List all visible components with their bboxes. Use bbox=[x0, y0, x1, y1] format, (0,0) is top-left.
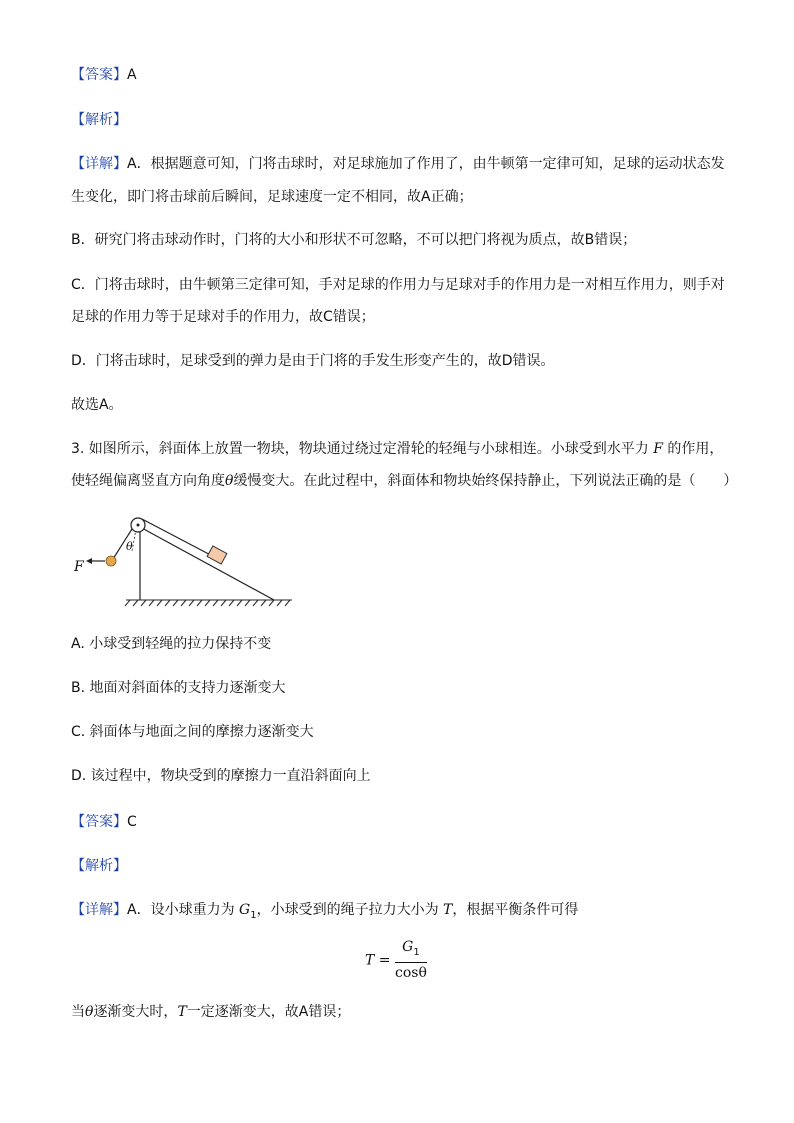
answer-line-q3 bbox=[71, 812, 137, 832]
concl-text-1: 当 bbox=[71, 1004, 85, 1020]
stem-text-2a: 使轻绳偏离竖直方向角度 bbox=[71, 473, 225, 489]
concl-text-2: 逐渐变大时， bbox=[93, 1004, 178, 1020]
formula-num-subscript: 1 bbox=[413, 946, 420, 958]
answer-value-q3: C bbox=[127, 814, 137, 830]
block-icon bbox=[207, 546, 227, 564]
formula-lhs: T bbox=[365, 952, 375, 969]
stem-text-1a: 3. 如图所示，斜面体上放置一物块，物块通过绕过定滑轮的轻绳与小球相连。小球受到水平力 bbox=[71, 441, 654, 457]
tension-formula bbox=[365, 938, 427, 983]
analysis-tag-q3: 【解析】 bbox=[71, 858, 127, 874]
formula-denominator: cosθ bbox=[394, 964, 427, 981]
force-label: F bbox=[74, 559, 84, 575]
pulley-axle bbox=[137, 524, 140, 527]
stem-force-symbol: F bbox=[653, 441, 663, 457]
concl-text-3: 一定逐渐变大，故A错误； bbox=[186, 1004, 351, 1020]
detail-q3-text1: A．设小球重力为 bbox=[127, 902, 240, 918]
detail-c-line2: 足球的作用力等于足球对手的作用力，故C错误； bbox=[71, 309, 375, 325]
detail-q3-text3: ，根据平衡条件可得 bbox=[452, 902, 579, 918]
answer-line bbox=[71, 65, 137, 85]
stem-text-2b: 缓慢变大。在此过程中，斜面体和物块始终保持静止，下列说法正确的是（ ） bbox=[233, 473, 738, 489]
stem-theta-symbol: θ bbox=[225, 473, 234, 489]
ground-hatching bbox=[125, 600, 292, 606]
answer-tag: 【答案】 bbox=[71, 67, 127, 83]
formula-numerator bbox=[395, 938, 427, 963]
weight-symbol: G bbox=[239, 902, 251, 918]
answer-tag-q3: 【答案】 bbox=[71, 814, 127, 830]
weight-subscript: 1 bbox=[250, 909, 257, 921]
formula-num-symbol: G bbox=[402, 939, 414, 955]
formula-fraction bbox=[395, 938, 427, 983]
detail-b-line: B．研究门将击球动作时，门将的大小和形状不可忽略，不可以把门将视为质点，故B错误； bbox=[71, 232, 637, 248]
option-c: C. 斜面体与地面之间的摩擦力逐渐变大 bbox=[71, 724, 314, 740]
ball-icon bbox=[106, 556, 116, 566]
detail-a-line2: 生变化，即门将击球前后瞬间，足球速度一定不相同，故A正确； bbox=[71, 189, 473, 205]
formula-equals: = bbox=[374, 952, 395, 969]
detail-a-line1 bbox=[71, 154, 725, 174]
conclusion-line-q3 bbox=[71, 1002, 350, 1022]
incline-pulley-diagram bbox=[70, 512, 300, 612]
question-stem-line2 bbox=[71, 471, 737, 491]
analysis-tag: 【解析】 bbox=[71, 112, 127, 128]
tension-symbol: T bbox=[443, 902, 453, 918]
option-d: D. 该过程中，物块受到的摩擦力一直沿斜面向上 bbox=[71, 768, 371, 784]
analysis-line-q3 bbox=[71, 856, 127, 876]
answer-value: A bbox=[127, 67, 137, 83]
incline-body bbox=[140, 527, 274, 600]
detail-tag: 【详解】 bbox=[71, 156, 127, 172]
option-b: B. 地面对斜面体的支持力逐渐变大 bbox=[71, 680, 286, 696]
detail-c-line1: C．门将击球时，由牛顿第三定律可知，手对足球的作用力与足球对手的作用力是一对相互作用力，则手对 bbox=[71, 277, 725, 293]
detail-line-q3 bbox=[71, 900, 578, 926]
analysis-line bbox=[71, 110, 127, 130]
concl-tension: T bbox=[177, 1004, 187, 1020]
angle-label: θ bbox=[126, 540, 133, 553]
detail-q3-text2: ，小球受到的绳子拉力大小为 bbox=[256, 902, 444, 918]
force-arrowhead-icon bbox=[86, 558, 92, 564]
question-stem-line1 bbox=[71, 439, 723, 459]
detail-tag-q3: 【详解】 bbox=[71, 902, 127, 918]
detail-a-text1: A．根据题意可知，门将击球时，对足球施加了作用了，由牛顿第一定律可知，足球的运动状态发 bbox=[127, 156, 725, 172]
concl-theta: θ bbox=[85, 1004, 94, 1020]
conclusion-line: 故选A。 bbox=[71, 397, 123, 413]
detail-d-line: D．门将击球时，足球受到的弹力是由于门将的手发生形变产生的，故D错误。 bbox=[71, 353, 555, 369]
option-a: A. 小球受到轻绳的拉力保持不变 bbox=[71, 636, 272, 652]
stem-text-1b: 的作用， bbox=[662, 441, 724, 457]
